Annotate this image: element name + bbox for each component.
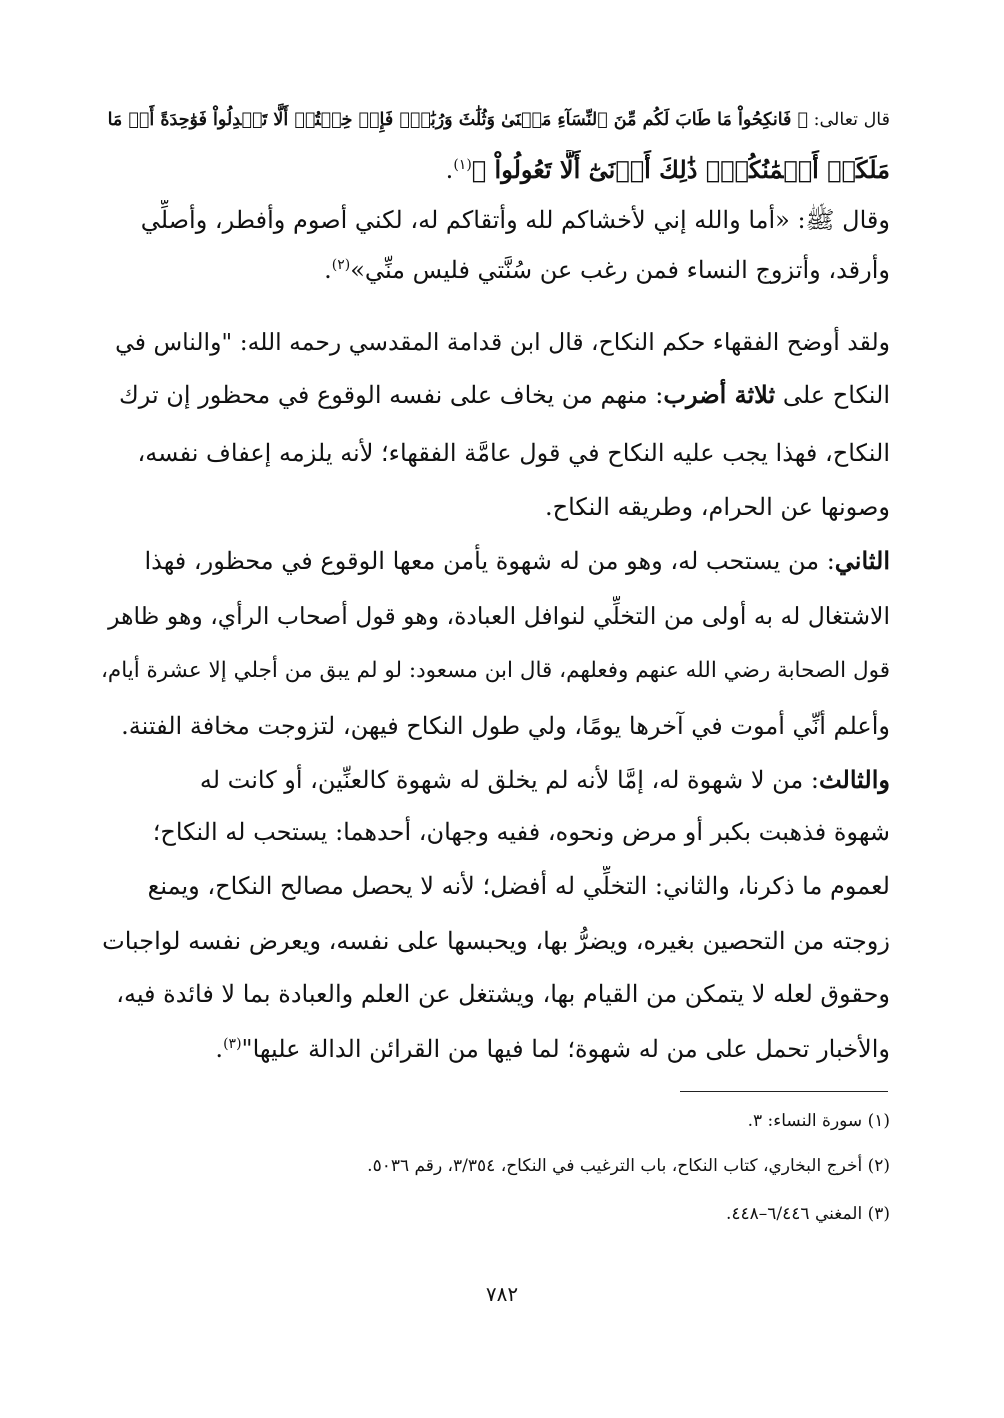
body-line (100, 433, 890, 475)
line-text: لعموم ما ذكرنا، والثاني: التخلِّي له أفضل؛ لأنه لا يحصل مصالح النكاح، ويمنع (147, 872, 890, 900)
body-line (100, 100, 890, 142)
footnote-separator (680, 1091, 888, 1092)
body-line (100, 651, 890, 693)
body-line (100, 375, 890, 417)
body-line (100, 150, 890, 192)
footnote-ref: (١) (453, 157, 472, 173)
line-text: . (324, 256, 332, 284)
body-line (100, 541, 890, 583)
footnote-1: (١) سورة النساء: ٣. (747, 1111, 890, 1131)
bold-term: والثالث (818, 765, 890, 794)
bold-term: ثلاثة أضرب (663, 380, 776, 409)
body-line (100, 322, 890, 364)
footnote-ref: (٢) (331, 257, 351, 273)
line-text: والأخبار تحمل على من له شهوة؛ لما فيها من القرائن الدالة عليها" (241, 1035, 890, 1063)
page-number: ٧٨٢ (485, 1282, 519, 1306)
line-text: النكاح، فهذا يجب عليه النكاح في قول عامَّة الفقهاء؛ لأنه يلزمه إعفاف نفسه، (137, 439, 890, 467)
body-line (100, 1029, 890, 1071)
quran-verse: ﴿ فَانكِحُواْ مَا طَابَ لَكُم مِّنَ ٱلنِّسَآءِ مَثۡنَىٰ وَثُلَٰثَ وَرُبَٰعَۖ فَإِنۡ خِفۡتُمۡ أَلَّا تَعۡدِلُواْ فَوَٰحِدَةً أَوۡ مَا (107, 110, 808, 130)
line-text: قول الصحابة رضي الله عنهم وفعلهم، قال ابن مسعود: لو لم يبق من أجلي إلا عشرة أيام، (100, 658, 890, 683)
body-line (100, 250, 890, 292)
body-line (100, 596, 890, 638)
footnote-3: (٣) المغني ٦/٤٤٦–٤٤٨. (725, 1204, 890, 1224)
line-text: وقال ﷺ: «أما والله إني لأخشاكم لله وأتقاكم له، لكني أصوم وأفطر، وأصلِّي (140, 206, 890, 234)
body-line (100, 866, 890, 908)
line-text: ولقد أوضح الفقهاء حكم النكاح، قال ابن قدامة المقدسي رحمه الله: "والناس في (115, 328, 890, 356)
line-text: . (445, 156, 454, 184)
line-text: وأعلم أنِّي أموت في آخرها يومًا، ولي طول النكاح فيهن، لتزوجت مخافة الفتنة. (121, 712, 890, 740)
footnote-2: (٢) أخرج البخاري، كتاب النكاح، باب الترغيب في النكاح، ٣/٣٥٤، رقم ٥٠٣٦. (367, 1156, 890, 1176)
line-text: . (215, 1035, 224, 1063)
body-line (100, 921, 890, 963)
line-text: النكاح على (775, 381, 890, 409)
body-line (100, 487, 890, 529)
line-text: : من يستحب له، وهو من له شهوة يأمن معها الوقوع في محظور، فهذا (144, 547, 835, 575)
line-text: الاشتغال له به أولى من التخلِّي لنوافل العبادة، وهو قول أصحاب الرأي، وهو ظاهر (108, 602, 890, 630)
footnote-ref: (٣) (223, 1036, 242, 1052)
line-text: زوجته من التحصين بغيره، ويضرُّ بها، ويحبسها على نفسه، ويعرض نفسه لواجبات (102, 927, 890, 955)
line-text: وحقوق لعله لا يتمكن من القيام بها، ويشتغل عن العلم والعبادة بما لا فائدة فيه، (116, 980, 890, 1008)
line-text: قال تعالى: (808, 110, 890, 130)
body-line (100, 974, 890, 1016)
line-text: : منهم من يخاف على نفسه الوقوع في محظور إن ترك (118, 381, 664, 409)
line-text: وصونها عن الحرام، وطريقه النكاح. (544, 493, 890, 521)
body-line (100, 812, 890, 854)
body-line (100, 200, 890, 242)
quran-verse: مَلَكَتۡ أَيۡمَٰنُكُمۡۚ ذَٰلِكَ أَدۡنَىٰٓ أَلَّا تَعُولُواْ ﴾ (471, 155, 890, 184)
bold-term: الثاني (834, 546, 890, 575)
line-text: وأرقد، وأتزوج النساء فمن رغب عن سُنَّتي فليس منِّي» (350, 256, 890, 284)
body-line (100, 706, 890, 748)
line-text: شهوة فذهبت بكبر أو مرض ونحوه، ففيه وجهان، أحدهما: يستحب له النكاح؛ (152, 818, 890, 846)
body-line (100, 760, 890, 802)
line-text: : من لا شهوة له، إمَّا لأنه لم يخلق له شهوة كالعنِّين، أو كانت له (199, 766, 819, 794)
